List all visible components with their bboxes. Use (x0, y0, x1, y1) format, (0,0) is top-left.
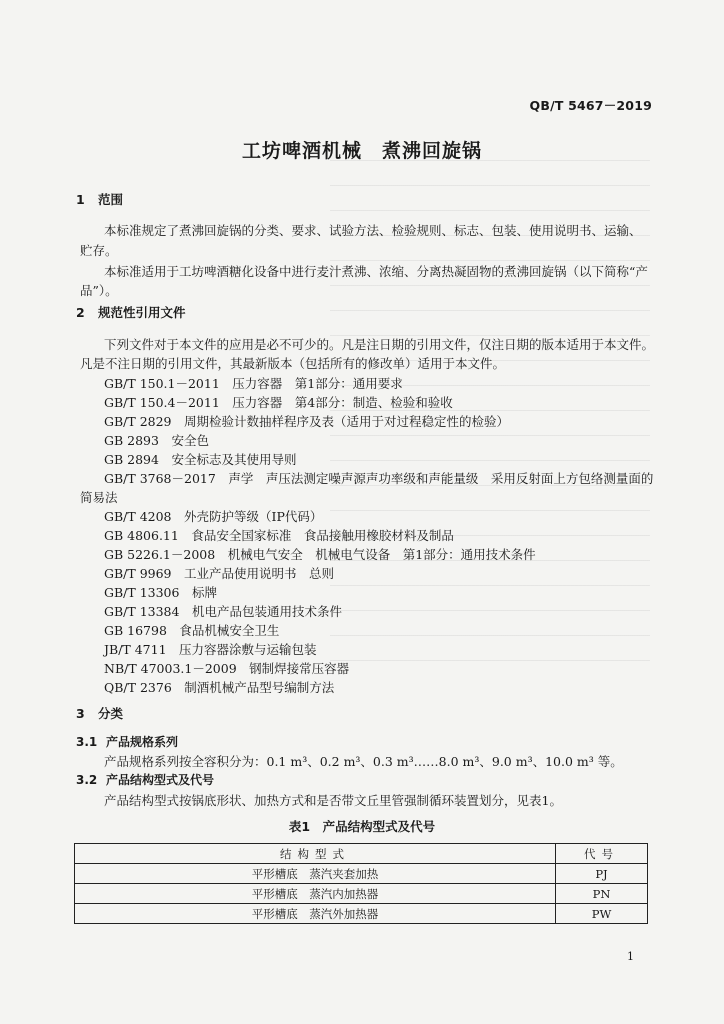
table-row (75, 864, 648, 884)
section-number: 2 (76, 305, 85, 320)
subsection-number: 3.1 (76, 735, 98, 749)
reference-item: NB/T 47003.1－2009 钢制焊接常压容器 (104, 661, 350, 676)
paragraph-line: 下列文件对于本文件的应用是必不可少的。凡是注日期的引用文件，仅注日期的版本适用于本文件。 (104, 337, 655, 352)
paragraph-line: 凡是不注日期的引用文件，其最新版本（包括所有的修改单）适用于本文件。 (80, 356, 506, 371)
reference-item: GB 16798 食品机械安全卫生 (104, 623, 280, 638)
section-heading-1 (76, 190, 123, 208)
paragraph-line: 贮存。 (80, 243, 118, 258)
table-header-cell: 结构型式 (75, 844, 556, 864)
section-heading-2 (76, 303, 186, 321)
paragraph-line: 品”）。 (80, 283, 118, 298)
reference-item-continuation: 简易法 (80, 490, 118, 505)
table-cell: 平形槽底 蒸汽内加热器 (75, 884, 556, 904)
subsection-title: 产品规格系列 (106, 735, 179, 749)
section-number: 3 (76, 706, 85, 721)
reference-item: GB/T 150.4－2011 压力容器 第4部分：制造、检验和验收 (104, 395, 453, 410)
table-cell: PJ (556, 864, 648, 884)
table-header-row (75, 844, 648, 864)
subsection-number: 3.2 (76, 773, 98, 787)
section-heading-3 (76, 704, 123, 722)
page-title: 工坊啤酒机械 煮沸回旋锅 (241, 140, 482, 162)
page-number: 1 (627, 950, 634, 963)
reference-item: GB 2894 安全标志及其使用导则 (104, 452, 297, 467)
reference-item: GB 2893 安全色 (104, 433, 209, 448)
reference-item: GB/T 13306 标牌 (104, 585, 217, 600)
reference-item: JB/T 4711 压力容器涂敷与运输包装 (104, 642, 317, 657)
reference-item: GB/T 4208 外壳防护等级（IP代码） (104, 509, 323, 524)
section-title: 规范性引用文件 (98, 305, 186, 320)
reference-item: GB/T 3768－2017 声学 声压法测定噪声源声功率级和声能量级 采用反射面上方包络测量面的 (104, 471, 654, 486)
table-cell: PN (556, 884, 648, 904)
subsection-heading-3-1 (76, 733, 178, 750)
table-header-cell: 代号 (556, 844, 648, 864)
section-title: 分类 (98, 706, 124, 721)
reference-item: GB/T 150.1－2011 压力容器 第1部分：通用要求 (104, 376, 403, 391)
paragraph-line: 产品结构型式按锅底形状、加热方式和是否带文丘里管强制循环装置划分，见表1。 (104, 793, 562, 808)
reference-item: GB/T 13384 机电产品包装通用技术条件 (104, 604, 342, 619)
reference-item: GB/T 9969 工业产品使用说明书 总则 (104, 566, 335, 581)
paragraph-line: 本标准适用于工坊啤酒糖化设备中进行麦汁煮沸、浓缩、分离热凝固物的煮沸回旋锅（以下简称“产 (104, 264, 648, 279)
table-cell: 平形槽底 蒸汽夹套加热 (75, 864, 556, 884)
paragraph-line: 本标准规定了煮沸回旋锅的分类、要求、试验方法、检验规则、标志、包装、使用说明书、运输、 (104, 223, 642, 238)
section-title: 范围 (98, 192, 124, 207)
section-number: 1 (76, 192, 85, 207)
subsection-heading-3-2 (76, 771, 214, 788)
table-cell: PW (556, 904, 648, 924)
table-cell: 平形槽底 蒸汽外加热器 (75, 904, 556, 924)
standard-code: QB/T 5467－2019 (529, 98, 652, 113)
reference-item: GB 4806.11 食品安全国家标准 食品接触用橡胶材料及制品 (104, 528, 454, 543)
reference-item: GB/T 2829 周期检验计数抽样程序及表（适用于对过程稳定性的检验） (104, 414, 510, 429)
table-row (75, 884, 648, 904)
subsection-title: 产品结构型式及代号 (106, 773, 215, 787)
reference-item: GB 5226.1－2008 机械电气安全 机械电气设备 第1部分：通用技术条件 (104, 547, 536, 562)
paragraph-line: 产品规格系列按全容积分为：0.1 m³、0.2 m³、0.3 m³……8.0 m³、9.0 m³、10.0 m³ 等。 (104, 754, 623, 769)
product-structure-table (74, 843, 648, 924)
reference-item: QB/T 2376 制酒机械产品型号编制方法 (104, 680, 335, 695)
table-caption: 表1 产品结构型式及代号 (288, 819, 436, 834)
table-row (75, 904, 648, 924)
